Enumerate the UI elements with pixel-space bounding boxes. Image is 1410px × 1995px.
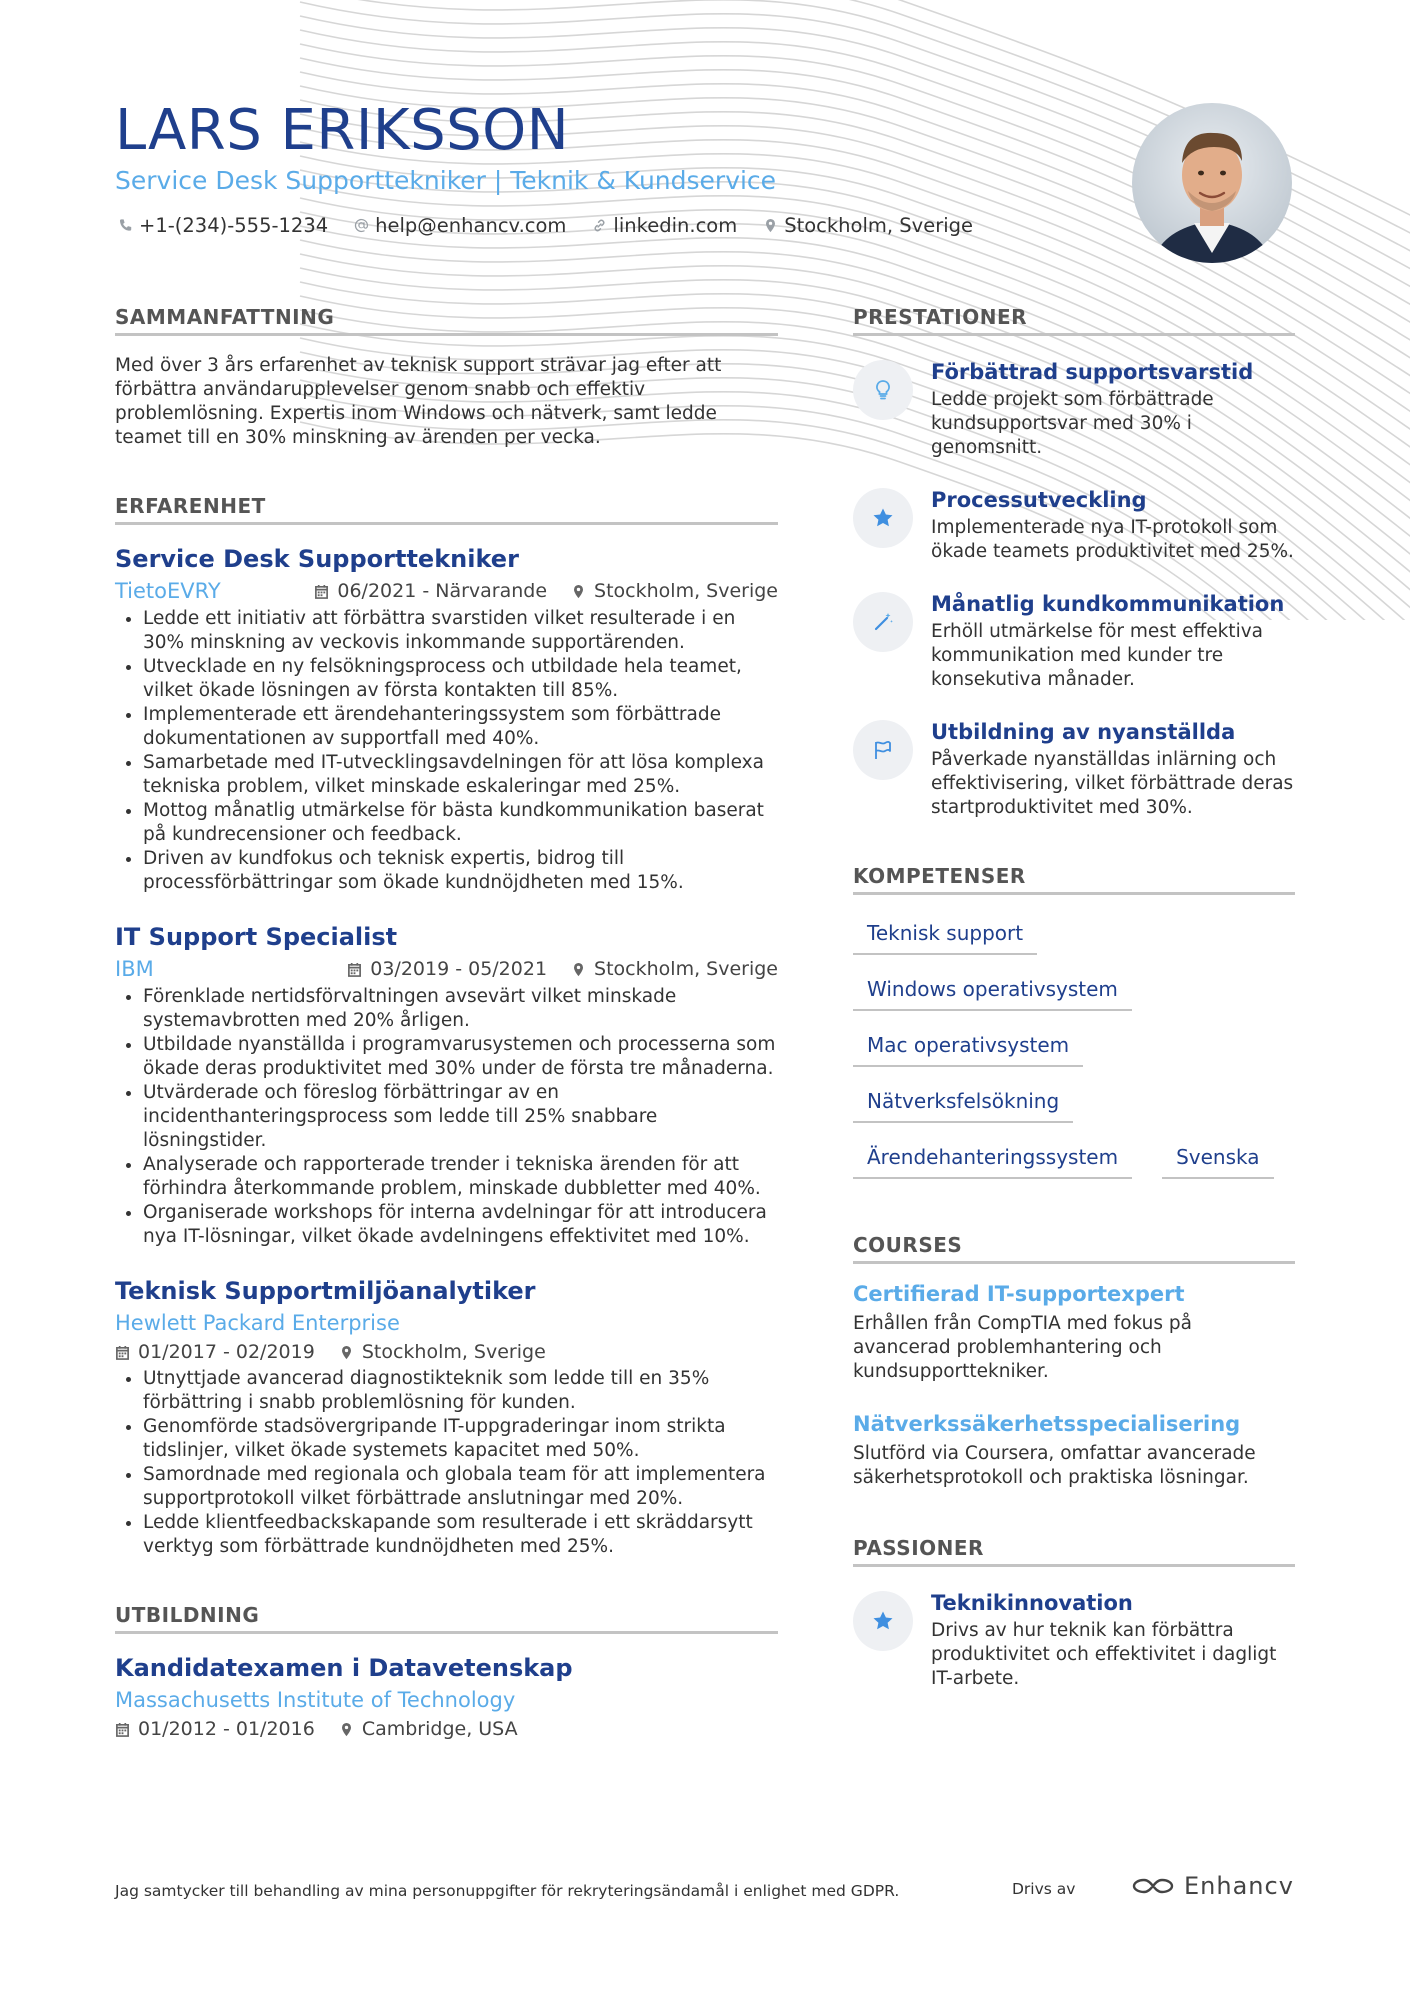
- job-bullet: • Ledde klientfeedbackskapande som resulterade i ett skräddarsytt verktyg som förbättrade kundnöjdheten med 25%.: [143, 1511, 778, 1559]
- education-dates: 01/2012 - 01/2016: [138, 1718, 315, 1740]
- skill-tag: Mac operativsystem: [853, 1021, 1083, 1067]
- location-icon: [571, 584, 586, 599]
- achievement-desc: Erhöll utmärkelse för mest effektiva kommunikation med kunder tre konsekutiva månader.: [931, 621, 1263, 690]
- contact-email[interactable]: [354, 214, 566, 237]
- contact-linkedin-text: linkedin.com: [613, 214, 738, 237]
- course-desc: Erhållen från CompTIA med fokus på avancerad problemhantering och kundsupporttekniker.: [853, 1313, 1192, 1382]
- job-bullet: • Ledde ett initiativ att förbättra svarstiden vilket resulterade i en 30% minskning av veckovis inkommande supportärenden.: [143, 607, 778, 655]
- job-bullet: • Mottog månatlig utmärkelse för bästa kundkommunikation baserat på kundrecensioner och feedback.: [143, 799, 778, 847]
- calendar-icon: [347, 962, 362, 977]
- achievement-title: Processutveckling: [931, 488, 1147, 512]
- job-bullet: • Utnyttjade avancerad diagnostikteknik som ledde till en 35% förbättring i snabb problemlösning för kunden.: [143, 1367, 778, 1415]
- job-bullet: • Utvecklade en ny felsökningsprocess och utbildade hela teamet, vilket ökade lösningen av första kontakten till 85%.: [143, 655, 778, 703]
- job-location: Stockholm, Sverige: [594, 958, 778, 980]
- candidate-subtitle: Service Desk Supporttekniker | Teknik & Kundservice: [115, 166, 777, 195]
- job-title: Service Desk Supporttekniker: [115, 545, 519, 573]
- job-bullet: • Driven av kundfokus och teknisk expertis, bidrog till processförbättringar som ökade kundnöjdheten med 15%.: [143, 847, 778, 895]
- contact-location-text: Stockholm, Sverige: [784, 214, 974, 237]
- contact-phone-text: +1-(234)-555-1234: [139, 214, 329, 237]
- candidate-name: LARS ERIKSSON: [115, 98, 570, 163]
- at-icon: [354, 218, 369, 233]
- achievement-desc: Påverkade nyanställdas inlärning och effektivisering, vilket förbättrade deras startproduktivitet med 30%.: [931, 749, 1294, 818]
- course-title: Nätverkssäkerhetsspecialisering: [853, 1412, 1241, 1436]
- job-bullet: • Organiserade workshops för interna avdelningar för att introducera nya IT-lösningar, vilket ökade avdelningens effektivitet med 10%.: [143, 1201, 778, 1249]
- course-item: [853, 1412, 1295, 1490]
- location-icon: [763, 218, 778, 233]
- contact-linkedin[interactable]: [592, 214, 737, 237]
- job-bullet: • Samarbetade med IT-utvecklingsavdelningen för att lösa komplexa tekniska problem, vilket minskade eskaleringar med 25%.: [143, 751, 778, 799]
- lightbulb-icon: [871, 378, 895, 402]
- link-icon: [592, 218, 607, 233]
- course-title: Certifierad IT-supportexpert: [853, 1282, 1185, 1306]
- contact-phone[interactable]: [118, 214, 328, 237]
- courses-heading: COURSES: [853, 1233, 1295, 1264]
- skill-tag: Windows operativsystem: [853, 965, 1132, 1011]
- summary-heading: SAMMANFATTNING: [115, 305, 778, 336]
- star-icon: [871, 506, 895, 530]
- location-icon: [571, 962, 586, 977]
- contact-email-text: help@enhancv.com: [375, 214, 567, 237]
- experience-section: [115, 494, 778, 1559]
- job-bullet: • Implementerade ett ärendehanteringssystem som förbättrade dokumentationen av supportfall med 40%.: [143, 703, 778, 751]
- job-dates: 06/2021 - Närvarande: [337, 580, 548, 602]
- course-item: [853, 1282, 1295, 1384]
- summary-text: Med över 3 års erfarenhet av teknisk support strävar jag efter att förbättra användarupplevelser genom snabb och effektiv problemlösning. Expertis inom Windows och nätverk, samt ledde teamet till en 30% minskning av ärenden per vecka.: [115, 355, 722, 448]
- achievement-title: Förbättrad supportsvarstid: [931, 360, 1254, 384]
- job-location: Stockholm, Sverige: [361, 1341, 546, 1363]
- job-company: TietoEVRY: [115, 579, 221, 603]
- calendar-icon: [115, 1722, 130, 1737]
- job-location: Stockholm, Sverige: [594, 580, 778, 602]
- achievement-desc: Ledde projekt som förbättrade kundsupportsvar med 30% i genomsnitt.: [931, 389, 1214, 458]
- contact-bar: [118, 214, 973, 237]
- education-location: Cambridge, USA: [361, 1718, 518, 1740]
- summary-section: [115, 305, 778, 450]
- achievements-heading: PRESTATIONER: [853, 305, 1295, 336]
- skill-tag: Ärendehanteringssystem: [853, 1133, 1132, 1179]
- achievement-item: [853, 488, 1295, 564]
- location-icon: [339, 1722, 354, 1737]
- job-bullet: • Utvärderade och föreslog förbättringar av en incidenthanteringsprocess som ledde till 25% snabbare lösningstider.: [143, 1081, 778, 1153]
- job-title: IT Support Specialist: [115, 923, 398, 951]
- location-icon: [339, 1345, 354, 1360]
- achievements-section: [853, 305, 1295, 820]
- enhancv-logo-icon: [1130, 1874, 1176, 1898]
- passion-item: [853, 1591, 1295, 1691]
- flag-icon: [871, 738, 895, 762]
- skill-tag: Teknisk support: [853, 909, 1037, 955]
- job-entry: [115, 923, 778, 1249]
- passion-title: Teknikinnovation: [931, 1591, 1133, 1615]
- passion-desc: Drivs av hur teknik kan förbättra produktivitet och effektivitet i dagligt IT-arbete.: [931, 1620, 1277, 1689]
- job-title: Teknisk Supportmiljöanalytiker: [115, 1277, 536, 1305]
- education-heading: UTBILDNING: [115, 1603, 778, 1634]
- achievement-item: [853, 720, 1295, 820]
- job-company: Hewlett Packard Enterprise: [115, 1311, 400, 1335]
- education-section: [115, 1603, 778, 1740]
- enhancv-logo[interactable]: [1130, 1872, 1294, 1900]
- job-bullets: [115, 985, 778, 1249]
- experience-heading: ERFARENHET: [115, 494, 778, 525]
- skill-tag: Nätverksfelsökning: [853, 1077, 1073, 1123]
- job-entry: [115, 1277, 778, 1559]
- phone-icon: [118, 218, 133, 233]
- skills-heading: KOMPETENSER: [853, 864, 1295, 895]
- calendar-icon: [115, 1345, 130, 1360]
- achievement-title: Utbildning av nyanställda: [931, 720, 1236, 744]
- star-icon: [871, 1609, 895, 1633]
- achievement-item: [853, 592, 1295, 692]
- job-bullets: [115, 607, 778, 895]
- course-desc: Slutförd via Coursera, omfattar avancerade säkerhetsprotokoll och praktiska lösningar.: [853, 1443, 1256, 1488]
- education-school: Massachusetts Institute of Technology: [115, 1688, 516, 1712]
- enhancv-brand: Enhancv: [1184, 1872, 1294, 1900]
- job-dates: 01/2017 - 02/2019: [138, 1341, 315, 1363]
- job-bullets: [115, 1367, 778, 1559]
- profile-photo: [1132, 103, 1292, 263]
- magic-wand-icon: [871, 610, 895, 634]
- job-bullet: • Analyserade och rapporterade trender i tekniska ärenden för att förhindra återkommande problem, minskade dubbletter med 40%.: [143, 1153, 778, 1201]
- job-company: IBM: [115, 957, 154, 981]
- job-bullet: • Samordnade med regionala och globala team för att implementera supportprotokoll vilket förbättrade anslutningar med 20%.: [143, 1463, 778, 1511]
- achievement-desc: Implementerade nya IT-protokoll som ökade teamets produktivitet med 25%.: [931, 517, 1294, 562]
- job-bullet: • Utbildade nyanställda i programvarusystemen och processerna som ökade deras produktivitet med 30% under de första tre månaderna.: [143, 1033, 778, 1081]
- achievement-title: Månatlig kundkommunikation: [931, 592, 1285, 616]
- passions-heading: PASSIONER: [853, 1536, 1295, 1567]
- job-entry: [115, 545, 778, 895]
- job-dates: 03/2019 - 05/2021: [370, 958, 548, 980]
- courses-section: [853, 1233, 1295, 1490]
- right-column: [853, 305, 1295, 1691]
- job-bullet: • Genomförde stadsövergripande IT-uppgraderingar inom strikta tidslinjer, vilket ökade systemets kapacitet med 50%.: [143, 1415, 778, 1463]
- skill-tag: Svenska: [1162, 1133, 1273, 1179]
- gdpr-consent: Jag samtycker till behandling av mina personuppgifter för rekryteringsändamål i enlighet med GDPR.: [115, 1882, 900, 1900]
- skills-section: [853, 864, 1295, 1179]
- powered-by-label: Drivs av: [1012, 1880, 1076, 1898]
- achievement-item: [853, 360, 1295, 460]
- contact-location: [763, 214, 973, 237]
- passions-section: [853, 1536, 1295, 1691]
- calendar-icon: [314, 584, 329, 599]
- left-column: [115, 305, 778, 1740]
- education-degree: Kandidatexamen i Datavetenskap: [115, 1654, 573, 1682]
- job-bullet: • Förenklade nertidsförvaltningen avsevärt vilket minskade systemavbrotten med 20% årligen.: [143, 985, 778, 1033]
